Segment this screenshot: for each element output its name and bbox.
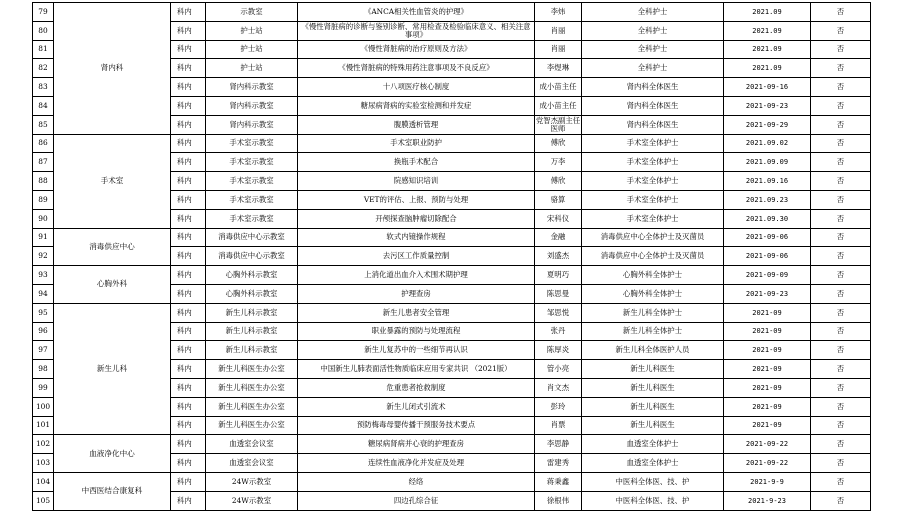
topic-cell: 去污区工作质量控制 [298,247,535,266]
speaker-cell: 夏明巧 [535,266,582,285]
topic-cell: 四边孔综合征 [298,491,535,510]
location-cell: 血透室会议室 [206,435,298,454]
topic-cell: 经络 [298,472,535,491]
department-cell: 中西医结合康复科 [54,472,171,510]
audience-cell: 新生儿科全体护士 [582,303,724,322]
flag-cell: 否 [811,153,871,172]
flag-cell: 否 [811,209,871,228]
row-number-cell: 82 [33,59,54,78]
scope-cell: 科内 [171,472,206,491]
location-cell: 示教室 [206,3,298,22]
row-number-cell: 96 [33,322,54,341]
speaker-cell: 陈厚炎 [535,341,582,360]
date-cell: 2021-09 [724,303,811,322]
audience-cell: 手术室全体护士 [582,172,724,191]
date-cell: 2021-09-23 [724,284,811,303]
audience-cell: 心胸外科全体护士 [582,284,724,303]
speaker-cell: 刘盛杰 [535,247,582,266]
location-cell: 消毒供应中心示教室 [206,228,298,247]
audience-cell: 心胸外科全体护士 [582,266,724,285]
row-number-cell: 94 [33,284,54,303]
audience-cell: 全科护士 [582,21,724,40]
row-number-cell: 83 [33,78,54,97]
topic-cell: 开颅探查脑肿瘤切除配合 [298,209,535,228]
date-cell: 2021.09.23 [724,190,811,209]
audience-cell: 新生儿科医生 [582,397,724,416]
flag-cell: 否 [811,360,871,379]
scope-cell: 科内 [171,454,206,473]
topic-cell: 糖尿病肾病的实验室检测和并发症 [298,96,535,115]
topic-cell: 预防梅毒母婴传播干预服务技术要点 [298,416,535,435]
topic-cell: 十八项医疗核心制度 [298,78,535,97]
speaker-cell: 李炜 [535,3,582,22]
date-cell: 2021-09 [724,378,811,397]
speaker-cell: 成小苗主任 [535,96,582,115]
speaker-cell: 金融 [535,228,582,247]
scope-cell: 科内 [171,247,206,266]
scope-cell: 科内 [171,153,206,172]
date-cell: 2021-09 [724,341,811,360]
topic-cell: 护理查房 [298,284,535,303]
date-cell: 2021.09.30 [724,209,811,228]
row-number-cell: 84 [33,96,54,115]
audience-cell: 新生儿科医生 [582,378,724,397]
date-cell: 2021-9-9 [724,472,811,491]
audience-cell: 中医科全体医、技、护 [582,472,724,491]
flag-cell: 否 [811,303,871,322]
topic-cell: 糖尿病肾病并心衰的护理查房 [298,435,535,454]
row-number-cell: 98 [33,360,54,379]
speaker-cell: 肖文杰 [535,378,582,397]
audience-cell: 新生儿科医生 [582,416,724,435]
audience-cell: 肾内科全体医生 [582,78,724,97]
topic-cell: 中国新生儿肺表面活性物质临床应用专家共识 （2021版） [298,360,535,379]
flag-cell: 否 [811,134,871,153]
row-number-cell: 93 [33,266,54,285]
topic-cell: 《ANCA相关性血管炎的护理》 [298,3,535,22]
scope-cell: 科内 [171,303,206,322]
row-number-cell: 101 [33,416,54,435]
date-cell: 2021-09 [724,360,811,379]
speaker-cell: 肖丽 [535,40,582,59]
table-row [33,435,871,454]
location-cell: 肾内科示教室 [206,78,298,97]
scope-cell: 科内 [171,134,206,153]
flag-cell: 否 [811,115,871,134]
speaker-cell: 万李 [535,153,582,172]
table-row [33,303,871,322]
flag-cell: 否 [811,247,871,266]
date-cell: 2021-09-29 [724,115,811,134]
scope-cell: 科内 [171,115,206,134]
speaker-cell: 宋科仪 [535,209,582,228]
flag-cell: 否 [811,472,871,491]
audience-cell: 肾内科全体医生 [582,115,724,134]
row-number-cell: 92 [33,247,54,266]
audience-cell: 手术室全体护士 [582,153,724,172]
scope-cell: 科内 [171,59,206,78]
date-cell: 2021-09 [724,322,811,341]
date-cell: 2021.09 [724,59,811,78]
row-number-cell: 86 [33,134,54,153]
table-row [33,228,871,247]
table-row [33,472,871,491]
speaker-cell: 党智杰副主任医师 [535,115,581,133]
department-cell: 手术室 [54,134,171,228]
topic-cell: 腹膜透析管理 [298,115,535,134]
location-cell: 新生儿科医生办公室 [206,397,298,416]
scope-cell: 科内 [171,209,206,228]
audience-cell: 新生儿科全体医护人员 [582,341,724,360]
location-cell: 心胸外科示教室 [206,284,298,303]
row-number-cell: 97 [33,341,54,360]
audience-cell: 新生儿科全体护士 [582,322,724,341]
row-number-cell: 102 [33,435,54,454]
location-cell: 护士站 [206,59,298,78]
speaker-cell: 傅欣 [535,134,582,153]
flag-cell: 否 [811,172,871,191]
row-number-cell: 100 [33,397,54,416]
speaker-cell: 成小苗主任 [535,78,582,97]
location-cell: 手术室示教室 [206,172,298,191]
flag-cell: 否 [811,228,871,247]
location-cell: 新生儿科示教室 [206,303,298,322]
training-schedule-table [32,2,871,511]
audience-cell: 新生儿科医生 [582,360,724,379]
row-number-cell: 91 [33,228,54,247]
audience-cell: 血透室全体护士 [582,435,724,454]
flag-cell: 否 [811,416,871,435]
speaker-cell: 张丹 [535,322,582,341]
topic-cell: VET的评估、上报、预防与处理 [298,190,535,209]
speaker-cell: 邹思悦 [535,303,582,322]
flag-cell: 否 [811,3,871,22]
department-cell: 肾内科 [54,3,171,135]
audience-cell: 手术室全体护士 [582,134,724,153]
row-number-cell: 85 [33,115,54,134]
location-cell: 新生儿科医生办公室 [206,360,298,379]
topic-cell: 职业暴露的预防与处理流程 [298,322,535,341]
department-cell: 血液净化中心 [54,435,171,473]
date-cell: 2021-09-06 [724,247,811,266]
table-body [33,3,871,511]
location-cell: 新生儿科示教室 [206,322,298,341]
scope-cell: 科内 [171,266,206,285]
flag-cell: 否 [811,190,871,209]
topic-cell: 上消化道出血介入术围术期护理 [298,266,535,285]
date-cell: 2021-09 [724,416,811,435]
row-number-cell: 88 [33,172,54,191]
audience-cell: 中医科全体医、技、护 [582,491,724,510]
row-number-cell: 105 [33,491,54,510]
scope-cell: 科内 [171,378,206,397]
audience-cell: 全科护士 [582,59,724,78]
audience-cell: 手术室全体护士 [582,209,724,228]
scope-cell: 科内 [171,3,206,22]
speaker-cell: 雷建秀 [535,454,582,473]
row-number-cell: 104 [33,472,54,491]
topic-cell: 《慢性肾脏病的诊断与鉴别诊断、常用检查及检验临床意义、相关注意事项》 [298,21,535,40]
scope-cell: 科内 [171,360,206,379]
table-row [33,134,871,153]
row-number-cell: 95 [33,303,54,322]
date-cell: 2021-09-06 [724,228,811,247]
scope-cell: 科内 [171,172,206,191]
date-cell: 2021-09 [724,397,811,416]
audience-cell: 手术室全体护士 [582,190,724,209]
speaker-cell: 李思静 [535,435,582,454]
scope-cell: 科内 [171,40,206,59]
location-cell: 新生儿科示教室 [206,341,298,360]
date-cell: 2021-09-16 [724,78,811,97]
location-cell: 手术室示教室 [206,134,298,153]
row-number-cell: 103 [33,454,54,473]
row-number-cell: 87 [33,153,54,172]
date-cell: 2021.09 [724,3,811,22]
department-cell: 心胸外科 [54,266,171,304]
location-cell: 血透室会议室 [206,454,298,473]
location-cell: 手术室示教室 [206,153,298,172]
speaker-cell: 骆算 [535,190,582,209]
flag-cell: 否 [811,59,871,78]
topic-cell: 软式内镜操作规程 [298,228,535,247]
department-cell: 消毒供应中心 [54,228,171,266]
location-cell: 手术室示教室 [206,190,298,209]
flag-cell: 否 [811,40,871,59]
date-cell: 2021.09 [724,40,811,59]
location-cell: 肾内科示教室 [206,96,298,115]
flag-cell: 否 [811,96,871,115]
location-cell: 24W示教室 [206,491,298,510]
location-cell: 手术室示教室 [206,209,298,228]
topic-cell: 院感知识培训 [298,172,535,191]
row-number-cell: 79 [33,3,54,22]
flag-cell: 否 [811,454,871,473]
row-number-cell: 90 [33,209,54,228]
speaker-cell: 李煜琳 [535,59,582,78]
audience-cell: 肾内科全体医生 [582,96,724,115]
speaker-cell: 傅欣 [535,172,582,191]
location-cell: 肾内科示教室 [206,115,298,134]
audience-cell: 血透室全体护士 [582,454,724,473]
scope-cell: 科内 [171,341,206,360]
flag-cell: 否 [811,266,871,285]
row-number-cell: 80 [33,21,54,40]
speaker-cell: 肖丽 [535,21,582,40]
row-number-cell: 99 [33,378,54,397]
flag-cell: 否 [811,78,871,97]
location-cell: 新生儿科医生办公室 [206,416,298,435]
date-cell: 2021-09-23 [724,96,811,115]
scope-cell: 科内 [171,21,206,40]
speaker-cell: 蒋秉鑫 [535,472,582,491]
scope-cell: 科内 [171,322,206,341]
table-row [33,3,871,22]
audience-cell: 全科护士 [582,40,724,59]
scope-cell: 科内 [171,435,206,454]
scope-cell: 科内 [171,96,206,115]
speaker-cell: 彭玲 [535,397,582,416]
date-cell: 2021.09.02 [724,134,811,153]
date-cell: 2021.09 [724,21,811,40]
topic-cell: 新生儿复苏中的一些细节再认识 [298,341,535,360]
location-cell: 新生儿科医生办公室 [206,378,298,397]
location-cell: 心胸外科示教室 [206,266,298,285]
location-cell: 24W示教室 [206,472,298,491]
flag-cell: 否 [811,491,871,510]
speaker-cell: 陈思曼 [535,284,582,303]
flag-cell: 否 [811,322,871,341]
flag-cell: 否 [811,397,871,416]
scope-cell: 科内 [171,416,206,435]
topic-cell: 《慢性肾脏病的特殊用药注意事项及不良反应》 [298,59,535,78]
topic-cell: 新生儿闭式引流术 [298,397,535,416]
location-cell: 护士站 [206,21,298,40]
date-cell: 2021-09-22 [724,454,811,473]
audience-cell: 消毒供应中心全体护士及灭菌员 [582,228,724,247]
speaker-cell: 徐根伟 [535,491,582,510]
scope-cell: 科内 [171,491,206,510]
scope-cell: 科内 [171,78,206,97]
flag-cell: 否 [811,21,871,40]
speaker-cell: 管小亮 [535,360,582,379]
scope-cell: 科内 [171,190,206,209]
location-cell: 护士站 [206,40,298,59]
scope-cell: 科内 [171,284,206,303]
row-number-cell: 89 [33,190,54,209]
scope-cell: 科内 [171,228,206,247]
topic-cell: 手术室职业防护 [298,134,535,153]
scope-cell: 科内 [171,397,206,416]
flag-cell: 否 [811,435,871,454]
topic-cell: 《慢性肾脏病的治疗原则及方法》 [298,40,535,59]
date-cell: 2021-09-09 [724,266,811,285]
flag-cell: 否 [811,284,871,303]
date-cell: 2021-09-22 [724,435,811,454]
topic-cell: 换瓶手术配合 [298,153,535,172]
speaker-cell: 肖票 [535,416,582,435]
row-number-cell: 81 [33,40,54,59]
audience-cell: 消毒供应中心全体护士及灭菌员 [582,247,724,266]
audience-cell: 全科护士 [582,3,724,22]
date-cell: 2021-9-23 [724,491,811,510]
flag-cell: 否 [811,378,871,397]
department-cell: 新生儿科 [54,303,171,435]
topic-cell: 新生儿患者安全管理 [298,303,535,322]
topic-cell: 危重患者抢救制度 [298,378,535,397]
table-row [33,266,871,285]
location-cell: 消毒供应中心示教室 [206,247,298,266]
flag-cell: 否 [811,341,871,360]
topic-cell: 连续性血液净化并发症及处理 [298,454,535,473]
date-cell: 2021.09.16 [724,172,811,191]
date-cell: 2021.09.09 [724,153,811,172]
